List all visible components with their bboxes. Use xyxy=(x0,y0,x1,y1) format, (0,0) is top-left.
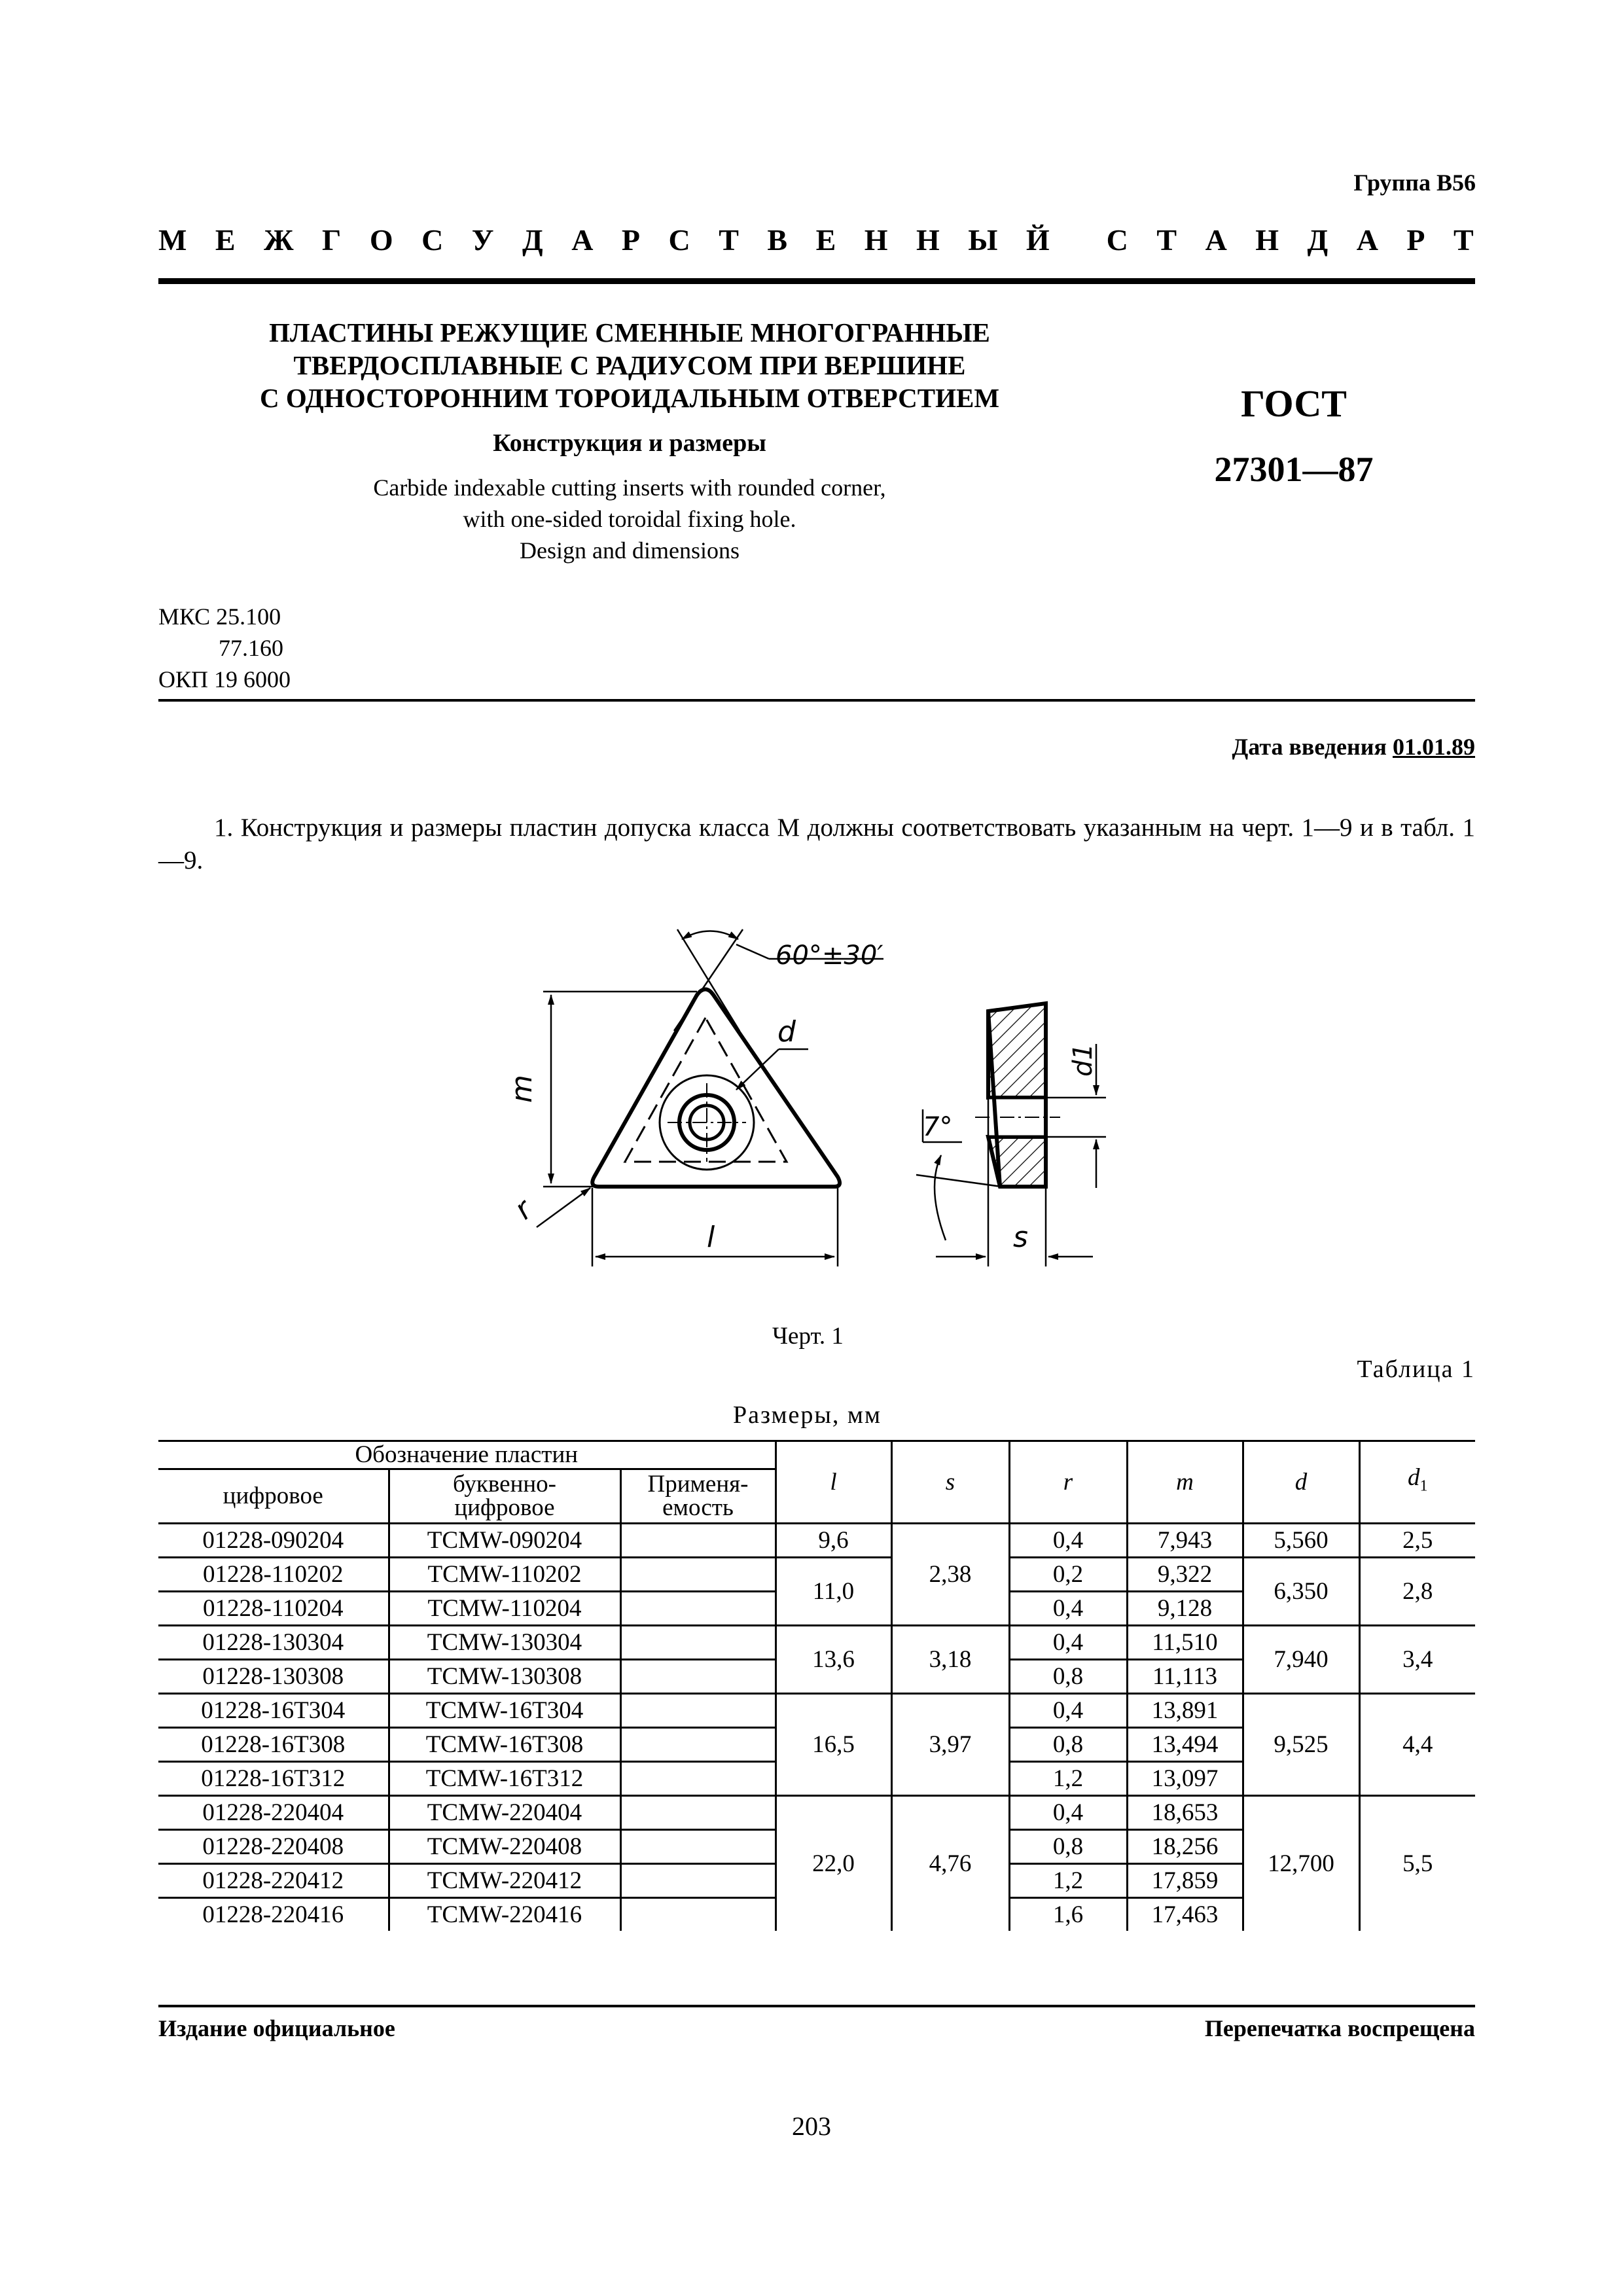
l-label: l xyxy=(707,1221,715,1254)
r-value: 0,2 xyxy=(1009,1558,1127,1592)
heading-letter: Т xyxy=(1156,223,1177,257)
alnum-code: TCMW-130308 xyxy=(389,1660,620,1694)
digital-code: 01228-220416 xyxy=(202,1901,344,1928)
apply-cell xyxy=(620,1694,776,1728)
m-label: m xyxy=(505,1075,539,1103)
d1-value: 2,5 xyxy=(1359,1524,1475,1558)
d1-value: 2,8 xyxy=(1359,1558,1475,1626)
heading-letter: Г xyxy=(322,223,342,257)
table-row xyxy=(158,1626,1475,1660)
col-apply-header-2: емость xyxy=(662,1494,734,1521)
mks-code: МКС 25.100 xyxy=(158,603,281,630)
m-value: 9,128 xyxy=(1127,1592,1243,1626)
heading-letter: Ы xyxy=(968,223,998,257)
digital-code: 01228-16T304 xyxy=(158,1694,389,1728)
digital-code: 01228-220408 xyxy=(158,1830,389,1864)
apply-cell xyxy=(620,1524,776,1558)
r-value: 0,8 xyxy=(1009,1660,1127,1694)
title-en-line-1: Carbide indexable cutting inserts with rounded corner, xyxy=(373,475,886,501)
heading-letter: Д xyxy=(522,223,543,257)
heading-letter: Й xyxy=(1026,223,1050,257)
apply-cell xyxy=(620,1898,776,1931)
d1-value: 5,5 xyxy=(1359,1796,1475,1931)
heading-letter: М xyxy=(158,223,187,257)
digital-code: 01228-220404 xyxy=(158,1796,389,1830)
col-d1-header xyxy=(1359,1441,1475,1524)
col-apply-header xyxy=(620,1469,776,1524)
table-row xyxy=(158,1524,1475,1558)
heading-letter: С xyxy=(1106,223,1128,257)
m-value: 18,653 xyxy=(1127,1796,1243,1830)
subtitle-ru: Конструкция и размеры xyxy=(493,429,766,457)
table-label: Таблица 1 xyxy=(1357,1355,1475,1383)
apply-cell xyxy=(620,1864,776,1898)
angle-7-label: 7° xyxy=(923,1112,953,1142)
apply-cell xyxy=(620,1830,776,1864)
alnum-code: TCMW-16T312 xyxy=(389,1762,620,1796)
col-d-header: d xyxy=(1243,1441,1359,1524)
col-d1-subscript: 1 xyxy=(1419,1477,1428,1495)
clause-1: 1. Конструкция и размеры пластин допуска класса М должны соответствовать указанным на черт. 1—9 и в табл. 1—9. xyxy=(158,814,1475,874)
title-en-line-2: with one-sided toroidal fixing hole. xyxy=(463,506,796,532)
title-line-2: ТВЕРДОСПЛАВНЫЕ С РАДИУСОМ ПРИ ВЕРШИНЕ xyxy=(293,350,966,380)
s-value: 3,18 xyxy=(891,1626,1009,1694)
col-alnum-header xyxy=(389,1469,620,1524)
alnum-code: TCMW-110204 xyxy=(389,1592,620,1626)
angle-label: 60°±30′ xyxy=(776,941,883,971)
heading-letter: С xyxy=(421,223,444,257)
heading-letter: У xyxy=(471,223,494,257)
header-rule xyxy=(158,278,1475,284)
d-value: 9,525 xyxy=(1243,1694,1359,1796)
m-value: 18,256 xyxy=(1127,1830,1243,1864)
reprint-prohibited-note: Перепечатка воспрещена xyxy=(1204,2015,1475,2041)
m-value: 11,510 xyxy=(1127,1626,1243,1660)
s-value: 3,97 xyxy=(891,1694,1009,1796)
d-label: d xyxy=(777,1015,796,1049)
col-s-header: s xyxy=(891,1441,1009,1524)
l-value: 22,0 xyxy=(776,1796,891,1931)
intro-date-value: 01.01.89 xyxy=(1393,734,1475,760)
s-value: 2,38 xyxy=(891,1524,1009,1626)
heading-letter: Н xyxy=(1255,223,1279,257)
classification-codes xyxy=(158,601,291,695)
footer-rule xyxy=(158,2005,1475,2007)
d-value: 6,350 xyxy=(1243,1558,1359,1626)
digital-code: 01228-130308 xyxy=(158,1660,389,1694)
heading-letter: Е xyxy=(815,223,836,257)
heading-letter: А xyxy=(1356,223,1378,257)
digital-code: 01228-130304 xyxy=(158,1626,389,1660)
col-m-header: m xyxy=(1127,1441,1243,1524)
r-value: 0,8 xyxy=(1009,1728,1127,1762)
intro-date-label: Дата введения xyxy=(1232,734,1387,760)
d1-label: d1 xyxy=(1068,1043,1098,1077)
heading-letter: А xyxy=(571,223,594,257)
digital-code: 01228-090204 xyxy=(158,1524,389,1558)
mks-code-2: 77.160 xyxy=(219,635,283,661)
gost-word: ГОСТ xyxy=(1241,382,1347,425)
d-value: 5,560 xyxy=(1243,1524,1359,1558)
col-apply-header-1: Применя- xyxy=(647,1471,749,1498)
r-value: 0,8 xyxy=(1009,1830,1127,1864)
d-value: 12,700 xyxy=(1243,1796,1359,1931)
m-value: 17,859 xyxy=(1127,1864,1243,1898)
alnum-code: TCMW-130304 xyxy=(389,1626,620,1660)
heading-letter: Т xyxy=(1454,223,1474,257)
table-row xyxy=(158,1694,1475,1728)
triangle-view xyxy=(537,929,883,1266)
l-value: 11,0 xyxy=(776,1558,891,1626)
heading-letter: В xyxy=(767,223,788,257)
heading-letter: О xyxy=(369,223,393,257)
d-value: 7,940 xyxy=(1243,1626,1359,1694)
apply-cell xyxy=(620,1660,776,1694)
section-rule xyxy=(158,699,1475,702)
gost-number: 27301—87 xyxy=(1214,450,1374,489)
alnum-code: TCMW-090204 xyxy=(389,1524,620,1558)
insert-drawing xyxy=(505,913,1145,1280)
alnum-code: TCMW-220416 xyxy=(389,1898,620,1931)
digital-code: 01228-110204 xyxy=(158,1592,389,1626)
col-alnum-header-1: буквенно- xyxy=(453,1471,556,1498)
m-value: 13,494 xyxy=(1127,1728,1243,1762)
l-value: 9,6 xyxy=(776,1524,891,1558)
r-value: 0,4 xyxy=(1009,1626,1127,1660)
l-value: 16,5 xyxy=(776,1694,891,1796)
r-value: 0,4 xyxy=(1009,1592,1127,1626)
heading-letter: Е xyxy=(215,223,236,257)
r-value: 0,4 xyxy=(1009,1796,1127,1830)
heading-letter: С xyxy=(668,223,690,257)
apply-cell xyxy=(620,1558,776,1592)
m-value: 13,097 xyxy=(1127,1762,1243,1796)
designation-header: Обозначение пластин xyxy=(158,1441,776,1469)
alnum-code: TCMW-110202 xyxy=(389,1558,620,1592)
apply-cell xyxy=(620,1762,776,1796)
alnum-code: TCMW-220408 xyxy=(389,1830,620,1864)
title-en-line-3: Design and dimensions xyxy=(520,537,740,564)
d1-value: 4,4 xyxy=(1359,1694,1475,1796)
digital-code: 01228-16T308 xyxy=(158,1728,389,1762)
alnum-code: TCMW-16T308 xyxy=(389,1728,620,1762)
heading-letter: Ж xyxy=(264,223,294,257)
r-label: r xyxy=(508,1193,539,1227)
digital-code: 01228-220412 xyxy=(158,1864,389,1898)
col-l-header: l xyxy=(776,1441,891,1524)
m-value: 9,322 xyxy=(1127,1558,1243,1592)
interstate-standard-heading xyxy=(158,223,1474,257)
col-alnum-header-2: цифровое xyxy=(454,1494,555,1521)
drawing-caption: Черт. 1 xyxy=(772,1323,844,1350)
apply-cell xyxy=(620,1626,776,1660)
m-value: 11,113 xyxy=(1127,1660,1243,1694)
page-number: 203 xyxy=(792,2111,831,2141)
m-value: 7,943 xyxy=(1127,1524,1243,1558)
apply-cell xyxy=(620,1592,776,1626)
group-label: Группа В56 xyxy=(1353,170,1476,196)
gost-designation xyxy=(1113,381,1475,492)
title-block xyxy=(158,316,1101,566)
apply-cell xyxy=(620,1796,776,1830)
table-row xyxy=(158,1796,1475,1830)
s-value: 4,76 xyxy=(891,1796,1009,1931)
digital-code: 01228-16T312 xyxy=(158,1762,389,1796)
heading-letter: Р xyxy=(1406,223,1425,257)
r-value: 0,4 xyxy=(1009,1694,1127,1728)
col-d1-letter: d xyxy=(1408,1464,1420,1492)
heading-letter: Р xyxy=(621,223,641,257)
title-line-3: С ОДНОСТОРОННИМ ТОРОИДАЛЬНЫМ ОТВЕРСТИЕМ xyxy=(259,383,1000,413)
official-edition-note: Издание официальное xyxy=(158,2015,395,2041)
heading-letter: Д xyxy=(1307,223,1329,257)
heading-letter: Т xyxy=(719,223,739,257)
r-value: 1,6 xyxy=(1009,1898,1127,1931)
alnum-code: TCMW-220404 xyxy=(389,1796,620,1830)
r-value: 1,2 xyxy=(1009,1762,1127,1796)
d1-value: 3,4 xyxy=(1359,1626,1475,1694)
col-digital-header: цифровое xyxy=(223,1482,323,1509)
dimensions-table xyxy=(158,1440,1475,1931)
r-value: 0,4 xyxy=(1009,1524,1127,1558)
table-row xyxy=(158,1558,1475,1592)
l-value: 13,6 xyxy=(776,1626,891,1694)
alnum-code: TCMW-16T304 xyxy=(389,1694,620,1728)
okp-code: ОКП 19 6000 xyxy=(158,666,291,692)
heading-letter: Н xyxy=(916,223,940,257)
alnum-code: TCMW-220412 xyxy=(389,1864,620,1898)
s-label: s xyxy=(1013,1221,1028,1254)
col-r-header: r xyxy=(1009,1441,1127,1524)
apply-cell xyxy=(620,1728,776,1762)
m-value: 17,463 xyxy=(1127,1898,1243,1931)
title-line-1: ПЛАСТИНЫ РЕЖУЩИЕ СМЕННЫЕ МНОГОГРАННЫЕ xyxy=(269,317,990,348)
heading-letter: Н xyxy=(864,223,888,257)
heading-letter: А xyxy=(1205,223,1227,257)
table-units: Размеры, мм xyxy=(733,1401,882,1429)
m-value: 13,891 xyxy=(1127,1694,1243,1728)
digital-code: 01228-110202 xyxy=(158,1558,389,1592)
introduction-date xyxy=(1232,733,1476,761)
r-value: 1,2 xyxy=(1009,1864,1127,1898)
